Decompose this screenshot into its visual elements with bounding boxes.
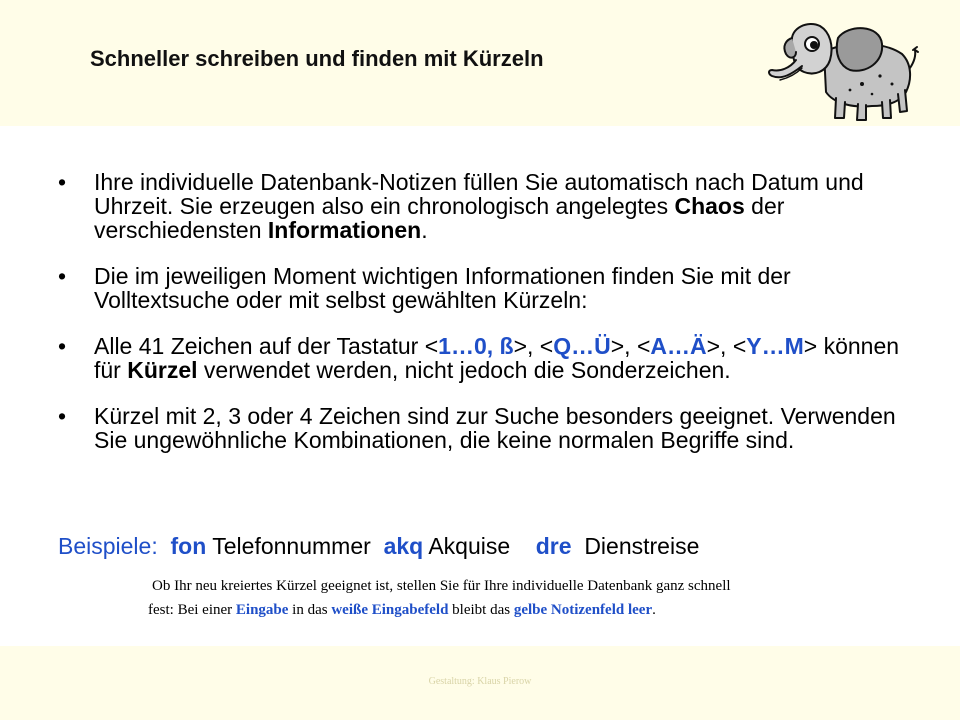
bullet-dot: • <box>58 169 67 195</box>
example-code: fon <box>170 533 207 559</box>
key-range: A…Ä <box>650 333 707 359</box>
text: > können für <box>94 333 900 383</box>
text: >, < <box>513 333 554 359</box>
text: Alle 41 Zeichen auf der Tastatur < <box>94 333 439 359</box>
text: verwendet werden, nicht jedoch die Sonderzeichen. <box>197 357 731 383</box>
text: Kürzel mit 2, 3 oder 4 Zeichen sind zur Suche besonders geeignet. Verwenden Sie ungewöhnliche Kombinationen, die keine normalen Begriffe sind. <box>94 403 896 453</box>
text: der verschiedensten <box>94 193 785 243</box>
example-code: akq <box>383 533 424 559</box>
highlight: Eingabe <box>235 602 289 618</box>
key-range: 1…0, ß <box>438 333 514 359</box>
bullet-dot: • <box>58 333 67 359</box>
examples-label: Beispiele: <box>58 533 158 559</box>
highlight: gelbe Notizenfeld leer <box>513 602 653 618</box>
bullet-item <box>58 170 918 242</box>
emphasis: Informationen <box>267 217 422 243</box>
bullet-item <box>58 264 918 312</box>
elephant-illustration <box>762 14 922 126</box>
text: Die im jeweiligen Moment wichtigen Informationen finden Sie mit der Volltextsuche oder mit selbst gewählten Kürzeln: <box>94 263 791 313</box>
text: . <box>421 217 428 243</box>
example-code: dre <box>535 533 572 559</box>
example-word: Akquise <box>428 533 511 559</box>
slide-title: Schneller schreiben und finden mit Kürzeln <box>90 46 544 71</box>
examples-line <box>58 533 699 560</box>
text: . <box>652 602 656 618</box>
bullet-item <box>58 404 918 452</box>
text: bleibt das <box>448 602 514 618</box>
text: fest: Bei einer <box>148 602 236 618</box>
example-word: Dienstreise <box>584 533 700 559</box>
emphasis: Kürzel <box>127 357 198 383</box>
example-word: Telefonnummer <box>212 533 371 559</box>
emphasis: Chaos <box>674 193 745 219</box>
text: >, < <box>706 333 747 359</box>
footer-credit: Gestaltung: Klaus Pierow <box>428 676 532 687</box>
text: in das <box>288 602 332 618</box>
highlight: weiße Eingabefeld <box>331 602 449 618</box>
bullet-list <box>58 170 918 474</box>
note-line-2 <box>148 598 900 622</box>
bullet-dot: • <box>58 403 67 429</box>
key-range: Y…M <box>746 333 804 359</box>
note-line-1: Ob Ihr neu kreiertes Kürzel geeignet ist, stellen Sie für Ihre individuelle Datenbank ganz schnell <box>152 578 731 594</box>
bullet-item <box>58 334 918 382</box>
key-range: Q…Ü <box>553 333 611 359</box>
note-paragraph <box>150 574 900 622</box>
text: >, < <box>610 333 651 359</box>
text: Ihre individuelle Datenbank-Notizen füllen Sie automatisch nach Datum und Uhrzeit. Sie erzeugen also ein chronologisch angelegtes <box>94 169 864 219</box>
bullet-dot: • <box>58 263 67 289</box>
